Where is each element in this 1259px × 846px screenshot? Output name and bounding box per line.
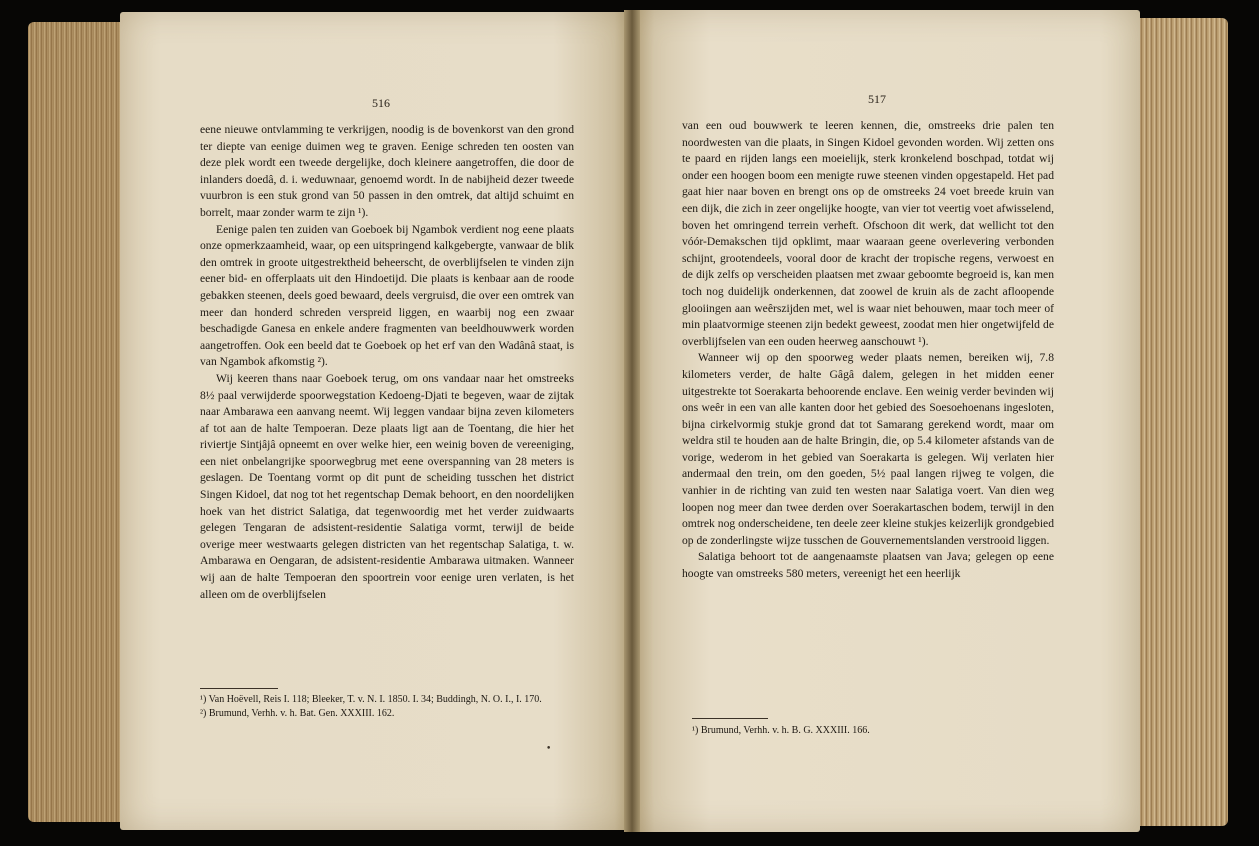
- right-footnotes: [692, 724, 1052, 738]
- left-footnote-1: ¹) Van Hoëvell, Reis I. 118; Bleeker, T. v. N. I. 1850. I. 34; Buddingh, N. O. I., I. 170.: [200, 694, 542, 705]
- book-gutter: [624, 10, 640, 832]
- page-specks-mark: •: [546, 744, 552, 754]
- left-paragraph-3: Wij keeren thans naar Goeboek terug, om ons vandaar naar het omstreeks 8½ paal verwijderde spoorwegstation Kedoeng-Djati te begeven, waar de zijtak naar Ambarawa een aanvang neemt. Wij leggen vandaar bijna zeven kilometers af tot aan de halte Tempoeran. Deze plaats ligt aan de Toentang, die hier het riviertje Sintjâjâ opneemt en over welke hier, een weinig boven de vereeniging, een niet onbelangrijke spoorwegbrug met eene overspanning van 28 meters is geslagen. De Toentang vormt op dit punt de scheiding tusschen het district Singen Kidoel, dat nog tot het regentschap Demak behoort, en den noordelijken hoek van het district Salatiga, dat tegenwoordig met het verder zuidwaarts gelegen Tengaran de adsistent-residentie Salatiga vormt, terwijl de beide overige meer westwaarts gelegen districten van het regentschap Salatiga, t. w. Ambarawa en Oengaran, de adsistent-residentie Ambarawa uitmaken. Wanneer wij aan de halte Tempoeran den spoortrein voor eenige uren verlaten, is het alleen om de overblijfselen: [200, 371, 574, 601]
- right-footnote-1: ¹) Brumund, Verhh. v. h. B. G. XXXIII. 166.: [692, 725, 870, 736]
- right-paragraph-2: Wanneer wij op den spoorweg weder plaats nemen, bereiken wij, 7.8 kilometers verder, de halte Gâgâ dalem, gelegen in het midden eener uitgestrekte tot Soerakarta behoorende enclave. Een weinig verder bevinden wij ons weêr in een van alle kanten door het gebied des Soesoehoenans ingesloten, bijna cirkelvormig stukje grond dat tot Samarang gerekend wordt, maar om weldra stil te houden aan de halte Bringin, die, op 5.4 kilometer afstands van de vorige, wederom in het gebied van Soerakarta is gelegen. Wij verlaten hier andermaal den trein, om den goeden, 5½ paal langen rijweg te volgen, die vanhier in de richting van zuid ten westen naar Salatiga voert. Van dien weg loopen nog meer dan twee derden over Soerakartaschen bodem, terwijl in den omtrek nog onderscheidene, ten deele zeer kleine stukjes keizerlijk grondgebied op de zonderlingste wijze tusschen de Gouvernementslanden verstrooid liggen.: [682, 351, 1054, 547]
- left-paragraph-2: Eenige palen ten zuiden van Goeboek bij Ngambok verdient nog eene plaats onze opmerkzaamheid, waar, op een uitspringend kalkgebergte, vanwaar de blik den omtrek in groote uitgestrektheid beheerscht, de overblijfselen te vinden zijn eener bid- en offerplaats uit den Hindoetijd. Die plaats is kenbaar aan de roode gebakken steenen, deels goed bewaard, deels vergruisd, die over een omtrek van meer dan honderd schreden verspreid liggen, en waarbij nog een zwaar beschadigde Ganesa en enkele andere fragmenten van beeldhouwwerk worden aangetroffen. Ook een beeld dat te Goeboek op het erf van den Wadânâ staat, is van Ngambok afkomstig ²).: [200, 222, 574, 369]
- left-page-body: [200, 122, 574, 603]
- right-footnote-rule: [692, 718, 768, 719]
- right-page-number: 517: [868, 92, 886, 106]
- left-footnote-2: ²) Brumund, Verhh. v. h. Bat. Gen. XXXIII. 162.: [200, 707, 395, 719]
- left-paragraph-1: eene nieuwe ontvlamming te verkrijgen, noodig is de bovenkorst van den grond ter diepte van eenige duimen weg te graven. Eenige schreden ten oosten van deze plek wordt een tweede dergelijke, doch kleinere aangetroffen, die door de inlanders doedâ, d. i. weduwnaar, genoemd wordt. In de nabijheid dezer tweede vuurbron is een stuk grond van 50 passen in den omtrek, dat altijd schuimt en borrelt, maar zonder warm te zijn ¹).: [200, 123, 574, 219]
- page-edges-left: [28, 22, 126, 822]
- left-footnotes: [200, 693, 574, 720]
- page-edges-right: [1128, 18, 1228, 826]
- left-footnote-rule: [200, 688, 278, 689]
- left-page-number: 516: [372, 96, 390, 110]
- right-paragraph-1: van een oud bouwwerk te leeren kennen, die, omstreeks drie palen ten noordwesten van die plaats, in Singen Kidoel gevonden worden. Wij zetten ons te paard en rijden langs een moeielijk, sterk kronkelend boschpad, totdat wij onder een hoogen boom een menigte ruwe steenen vinden opgestapeld. Het pad gaat hier naar boven en brengt ons op de omstreeks 24 voet breede kruin van een dijk, die zich in zeer ongelijke hoogte, van vier tot veertig voet afwisselend, boven het omringend terrein verheft. Ofschoon dit werk, dat wellicht tot den vóór-Demakschen tijd opklimt, maar waaraan geene overlevering verbonden schijnt, grootendeels, vooral door de kracht der tropische regens, verwoest en de dijk zelfs op verscheiden plaatsen met zwaar geboomte begroeid is, kan men toch nog duidelijk onderkennen, dat zoowel de kruin als de zacht afloopende glooiingen aan weêrszijden met, wel is waar niet behouwen, maar toch meer of min plaatvormige steenen zijn bedekt geweest, zoodat men hier ongetwijfeld de overblijfselen van een ouden heerweg aanschouwt ¹).: [682, 119, 1054, 348]
- right-paragraph-3: Salatiga behoort tot de aangenaamste plaatsen van Java; gelegen op eene hoogte van omstreeks 580 meters, vereenigt het een heerlijk: [682, 550, 1054, 581]
- right-page-body: [682, 118, 1054, 583]
